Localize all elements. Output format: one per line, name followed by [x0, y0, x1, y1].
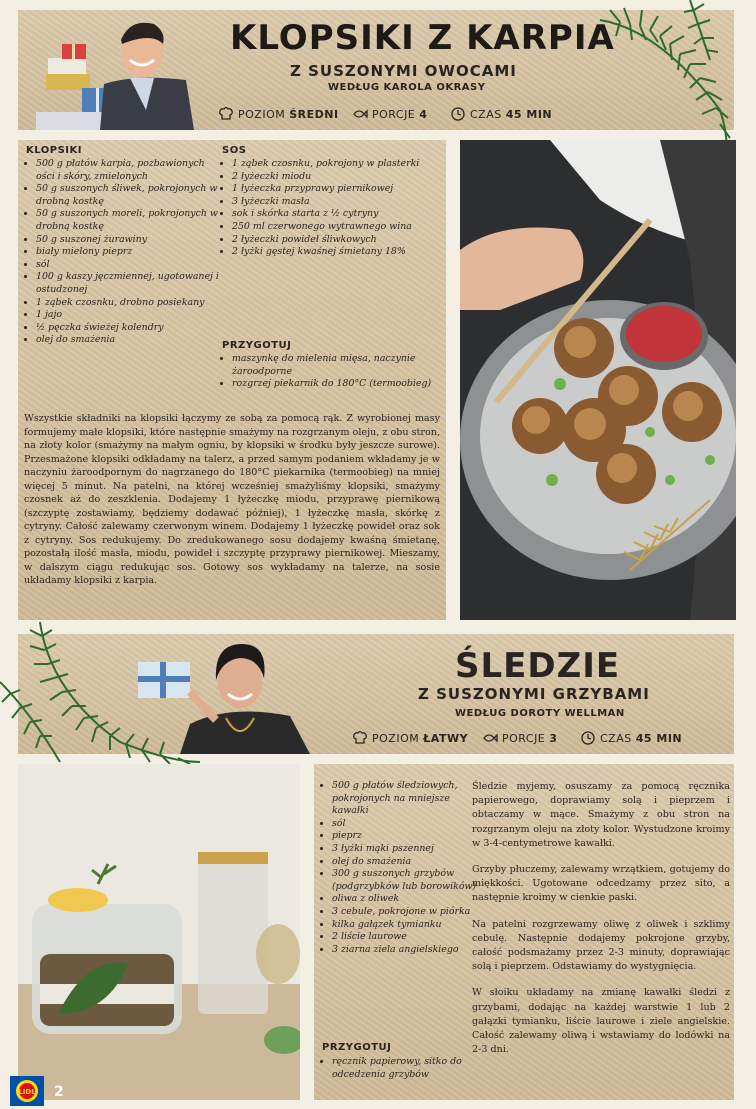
list-item: • olej do smażenia [36, 334, 226, 347]
list-item: • 50 g suszonych moreli, pokrojonych w drobną kostkę [36, 208, 226, 233]
list-item: • 50 g suszonej żurawiny [36, 234, 226, 247]
list-item: • 250 ml czerwonego wytrawnego wina [232, 221, 447, 234]
list-item: • sól [332, 818, 480, 831]
recipe2-title: ŚLEDZIE [455, 646, 621, 686]
list-item: • 3 łyżeczki masła [232, 196, 447, 209]
recipe2-level-label: POZIOM [372, 731, 420, 745]
recipe1-level-label: POZIOM [238, 107, 286, 121]
list-item: • 1 łyżeczka przyprawy piernikowej [232, 183, 447, 196]
recipe2-paragraph: Na patelni rozgrzewamy oliwę z oliwek i szklimy cebulę. Następnie dodajemy pokrojone grzyby, całość podsmażamy przez 2-3 minuty, doprawiając solą i pieprzem. Odstawiamy do wystygnięcia. [472, 918, 730, 973]
recipe2-portions-label: PORCJE [502, 731, 546, 745]
list-item: • kilka gałązek tymianku [332, 919, 480, 932]
list-item: • oliwa z oliwek [332, 893, 480, 906]
recipe1-time [450, 106, 552, 122]
recipe1-subtitle: Z SUSZONYMI OWOCAMI [290, 62, 517, 80]
clock-icon [450, 106, 466, 122]
recipe1-prepare-list [220, 353, 447, 391]
list-item: • olej do smażenia [332, 856, 480, 869]
list-item: • 1 ząbek czosnku, pokrojony w plasterki [232, 158, 447, 171]
herring-jar-photo [18, 764, 300, 1100]
list-item: • pieprz [332, 830, 480, 843]
recipe2-time-label: CZAS [600, 731, 632, 745]
recipe1-portions [352, 106, 427, 122]
chef-dorota-wellman-photo [130, 634, 330, 754]
chef-karol-okrasa-photo [26, 14, 196, 130]
recipe1-title: KLOPSIKI Z KARPIA [230, 18, 615, 58]
list-item: • 2 łyżeczki powideł śliwkowych [232, 234, 447, 247]
recipe1-time-label: CZAS [470, 107, 502, 121]
list-item: • 3 ziarna ziela angielskiego [332, 944, 480, 957]
svg-text:LIDL: LIDL [18, 1088, 36, 1096]
recipe2-time [580, 730, 682, 746]
list-item: • ręcznik papierowy, sitko do odcedzenia grzybów [332, 1056, 480, 1081]
chef-hat-icon [352, 730, 368, 746]
recipe2-portions-value: 3 [549, 731, 558, 745]
recipe2-paragraph: W słoiku układamy na zmianę kawałki śledzi z grzybami, dodając na każdej warstwie 1 lub 2 gałązki tymianku, liście laurowe i ziele angielskie. Całość zalewamy oliwą i wstawiamy do lodówki na 2-3 dni. [472, 987, 730, 1056]
list-item: • maszynkę do mielenia mięsa, naczynie żaroodporne [232, 353, 447, 378]
recipe1-time-value: 45 MIN [505, 107, 553, 121]
fish-icon [352, 106, 368, 122]
recipe1-portions-label: PORCJE [372, 107, 416, 121]
recipe1-sauce-heading: SOS [222, 145, 247, 156]
recipe2-paragraph: Grzyby płuczemy, zalewamy wrzątkiem, gotujemy do miękkości. Ugotowane odcedzamy przez sito, a następnie kroimy w cienkie paski. [472, 864, 730, 904]
clock-icon [580, 730, 596, 746]
list-item: • 2 łyżeczki miodu [232, 171, 447, 184]
recipe2-subtitle: Z SUSZONYMI GRZYBAMI [418, 685, 650, 703]
recipe2-prepare-list [320, 1056, 480, 1081]
list-item: • sok i skórka starta z ½ cytryny [232, 208, 447, 221]
recipe1-prepare-heading: PRZYGOTUJ [222, 340, 292, 351]
list-item: • ½ pęczka świeżej kolendry [36, 322, 226, 335]
recipe1-portions-value: 4 [419, 107, 428, 121]
recipe2-author: WEDŁUG DOROTY WELLMAN [455, 708, 625, 719]
recipe2-paragraph: Śledzie myjemy, osuszamy za pomocą ręcznika papierowego, doprawiamy solą i pieprzem i obtaczamy w mące. Smażymy z obu stron na rozgrzanym oleju na złoty kolor. Wystudzone kroimy w 3-4-centymetrowe kawałki. [472, 781, 730, 849]
recipe2-prepare-heading: PRZYGOTUJ [322, 1042, 392, 1053]
recipe1-ingredients-heading: KLOPSIKI [26, 145, 82, 156]
recipe2-level-value: ŁATWY [423, 731, 469, 745]
list-item: • 2 łyżki gęstej kwaśnej śmietany 18% [232, 246, 447, 259]
recipe2-description [472, 780, 730, 1069]
list-item: • 3 cebule, pokrojone w piórka [332, 906, 480, 919]
recipe1-ingredients-list [24, 158, 226, 347]
recipe1-author: WEDŁUG KAROLA OKRASY [328, 82, 486, 93]
list-item: • 50 g suszonych śliwek, pokrojonych w drobną kostkę [36, 183, 226, 208]
chef-hat-icon [218, 106, 234, 122]
list-item: • 300 g suszonych grzybów (podgrzybków lub borowików) [332, 868, 480, 893]
recipe2-portions [482, 730, 557, 746]
list-item: • 500 g płatów śledziowych, pokrojonych na mniejsze kawałki [332, 780, 480, 818]
meatballs-photo [460, 140, 736, 620]
recipe1-sauce-list [220, 158, 447, 259]
recipe1-description: Wszystkie składniki na klopsiki łączymy ze sobą za pomocą rąk. Z wyrobionej masy formujemy małe klopsiki, które następnie smażymy na rozgrzanym oleju, z obu stron, na złoty kolor (smażymy na małym ogniu, by klopsiki w środku były jeszcze surowe). Przesmażone klopsiki odkładamy na talerz, a przed samym podaniem wkładamy je w naczyniu żaroodpornym do nagrzanego do 180°C piekarnika (termoobieg) na mniej więcej 5 minut. Na patelni, na której wcześniej smażyliśmy klopsiki, smażymy czosnek aż do zeszklenia. Dodajemy 1 łyżeczkę miodu, przyprawę piernikową (szczyptę zostawiamy, będziemy dodawać później), 1 łyżeczkę masła, skórkę z cytryny. Całość zalewamy czerwonym winem. Dodajemy 1 łyżeczkę powideł oraz sok z cytryny. Sos redukujemy. Do zredukowanego sosu dodajemy kwaśną śmietanę, pozostałą ilość masła, miodu, powideł i szczyptę przyprawy piernikowej. Mieszamy, w dalszym ciągu redukując sos. Gotowy sos wykładamy na talerze, na sosie układamy klopsiki z karpia. [24, 413, 440, 586]
list-item: • 1 ząbek czosnku, drobno posiekany [36, 297, 226, 310]
recipe1-level-value: ŚREDNI [289, 107, 339, 121]
lidl-logo [10, 1076, 44, 1106]
list-item: • 1 jajo [36, 309, 226, 322]
recipe2-ingredients-list [320, 780, 480, 956]
list-item: • rozgrzej piekarnik do 180°C (termoobieg) [232, 378, 447, 391]
list-item: • 2 liście laurowe [332, 931, 480, 944]
list-item: • 100 g kaszy jęczmiennej, ugotowanej i ostudzonej [36, 271, 226, 296]
fish-icon [482, 730, 498, 746]
list-item: • 3 łyżki mąki pszennej [332, 843, 480, 856]
recipe1-level [218, 106, 339, 122]
recipe2-level [352, 730, 468, 746]
list-item: • sól [36, 259, 226, 272]
list-item: • biały mielony pieprz [36, 246, 226, 259]
list-item: • 500 g płatów karpia, pozbawionych ości i skóry, zmielonych [36, 158, 226, 183]
page-number: 2 [54, 1084, 64, 1100]
recipe2-time-value: 45 MIN [635, 731, 683, 745]
